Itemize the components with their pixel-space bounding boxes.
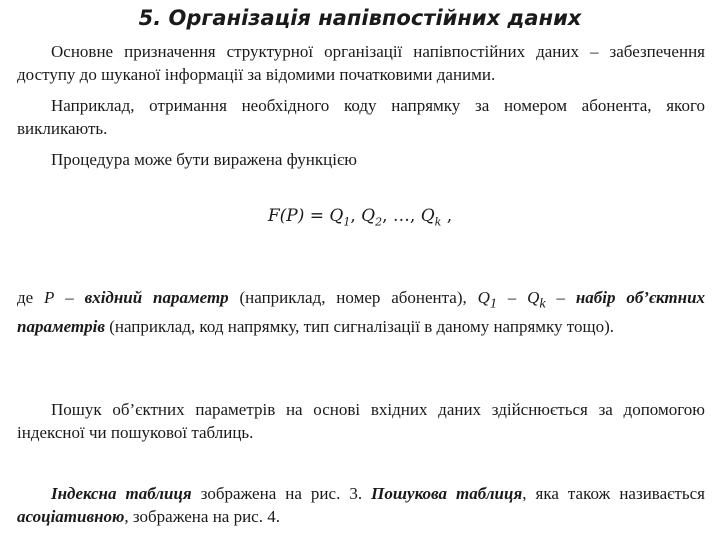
paragraph-definitions [17,286,705,338]
tables-text-2: , яка також називається [522,484,705,503]
formula-lhs: F(P) [267,206,305,226]
term-index-table: Індексна таблиця [51,484,192,503]
tables-text-1: зображена на рис. 3. [191,484,372,503]
definitions-dash-1: – [54,288,85,307]
tables-text-3: , зображена на рис. 4. [124,507,280,526]
formula-tail: , [441,206,453,226]
paragraph-purpose: Основне призначення структурної організації напівпостійних даних – забезпечення доступу до шуканої інформації за відомими початковими даними. [17,42,705,84]
definitions-term-input: вхідний параметр [84,288,229,307]
formula-sub-2: 2 [375,215,383,229]
formula-sep-1: , [350,206,362,226]
definitions-example-1: (наприклад, номер абонента), [228,288,478,307]
term-associative: асоціативною [17,507,125,526]
definitions-qk-symbol: Q [527,288,540,307]
formula-sub-1: 1 [343,215,351,229]
definitions-dash-2: – [496,288,528,307]
definitions-example-2: (наприклад, код напрямку, тип сигналізації в даному напрямку тощо). [104,317,615,337]
formula-sep-3: , [409,206,421,226]
definitions-p-symbol: P [44,288,55,307]
formula-q2: Q [361,206,376,226]
paragraph-search: Пошук об’єктних параметрів на основі вхідних даних здійснюється за допомогою індексної чи пошукової таблиць. [17,400,705,442]
definitions-lead: де [17,288,45,307]
page-title: 5. Організація напівпостійних даних [138,6,582,30]
formula-equals: = [304,206,330,226]
formula-sub-k: k [434,215,442,229]
formula-sep-2: , [382,206,393,226]
definitions-q1-sub: 1 [489,295,497,312]
formula-q1: Q [329,206,344,226]
paragraph-procedure: Процедура може бути виражена функцією [51,150,357,169]
function-formula [0,206,720,228]
definitions-q1-symbol: Q [477,288,490,307]
definitions-dash-3: – [545,288,576,307]
term-search-table: Пошукова таблиця [371,484,523,503]
formula-dots: … [392,206,410,226]
formula-qk: Q [420,206,435,226]
paragraph-tables [17,482,705,528]
definitions-term-objects: набір об’єктних параметрів [17,288,706,337]
paragraph-example: Наприклад, отримання необхідного коду напрямку за номером абонента, якого викликають. [17,96,705,138]
definitions-qk-sub: k [539,295,546,312]
